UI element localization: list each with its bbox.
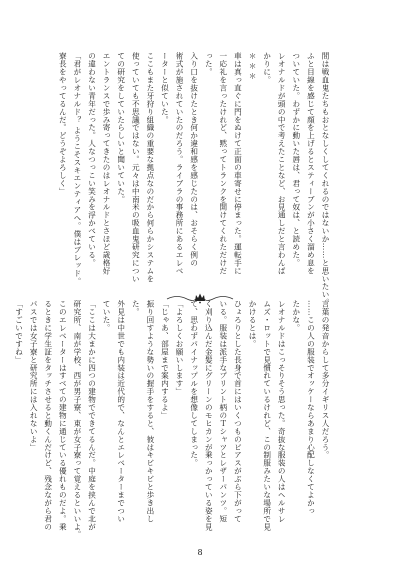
top-text-line: 術式が施されていたのだろう。ライブラの事務所にあるエレベ <box>175 52 185 275</box>
bottom-text-line: 「よろしくお願いします」 <box>175 300 185 396</box>
top-text-line: ての研究をしていたらしいと聞いていた。 <box>116 52 126 204</box>
top-text-line: 寮長をやってるんだ。どうぞよろしく」 <box>58 52 68 196</box>
top-text-line: の違わない青年だった。人なつっこい笑みを浮かべている。 <box>87 52 97 267</box>
bottom-text-column <box>14 300 332 539</box>
top-text-line: ふと目線を感じて顔を上げるとスティーブンが小さく溜め息を <box>306 52 316 275</box>
bottom-text-line: かけるとは。 <box>248 300 258 348</box>
top-text-line: 入り口を抜けたとき何か違和感を感じたのは、おそらく例の <box>189 52 199 267</box>
page-number: 8 <box>197 548 203 557</box>
top-text-line: 一応礼を言ったけれど、黙ってトランクを開けてくれただけだ <box>218 52 228 275</box>
bottom-text-line: たかな。 <box>291 300 301 332</box>
bottom-text-line: て、思わずパイナップルを想像してしまった。 <box>189 300 199 467</box>
bottom-text-line: ムズ・ロットで見慣れているけれど、この制服みたいな場所で見 <box>262 300 272 531</box>
top-text-line: ついていた。わずかに動いた唇は、君って奴は、と読めた。 <box>291 52 301 267</box>
bottom-text-line: パスでは女子寮と研究所には入れないよ」 <box>29 300 39 452</box>
top-text-line: 間は戦血鬼たちもおとなしくしてくれるのではないか……と思いたい。 <box>321 52 330 307</box>
bottom-text-line: るときに学生証をタッチさせると動くんだけど、残念ながら君の <box>43 300 53 531</box>
bottom-text-line: 「じゃあ、部屋まで案内するよ」 <box>160 300 170 420</box>
bottom-text-line: 「ここは大まかに四つの建物でできてるんだ。中庭を挟んで北が <box>87 300 97 531</box>
bottom-text-line: 言葉の発音からして多分イギリス人だろう。 <box>321 300 330 459</box>
bottom-text-line: 研究所、南が学校、西が男子寮、東が女子寮って覚えるといいよ。 <box>72 300 82 539</box>
bottom-text-line: このエレベーターはすべての建物に通じている優れものだよ。乗 <box>58 300 68 531</box>
top-text-line: 使っていても不思議ではない。元々は中南米の吸血鬼研究につい <box>131 52 141 283</box>
bottom-text-line: 外見は中世でも内装は近代的で、なんとエレベーターまでつい <box>116 300 126 523</box>
bottom-text-line: いる。服装は派手なプリント柄のＴシャツとレザーパンツ。短 <box>218 300 228 523</box>
top-text-line: かりに。 <box>262 52 272 84</box>
top-text-line: 車は真っ直ぐに門をぬけて正面の車寄せに停まった。運転手に <box>233 52 243 275</box>
bottom-text-line: 振り回すような勢いの握手をすると、彼はキビキビと歩き出し <box>145 300 155 523</box>
top-text-line: エントランスで歩み寄ってきたのはレオナルドとさほど歳格好 <box>102 52 112 275</box>
top-text-column <box>48 52 332 307</box>
top-text-line: 「君がレオナルド？ ようこそスキエンティアへ。僕はブレッド。 <box>72 52 82 286</box>
top-text-line: ここもまた牙狩り組織の重要な拠点なのだから何らかシステムを <box>145 52 155 283</box>
bottom-text-line: レオナルドはこっそりそう思った。奇抜な服装の人はヘルサレ <box>277 300 287 523</box>
bottom-text-line: ひょろりとした長身で首にはいくつものピアスがぶら下がって <box>233 300 243 523</box>
bottom-text-line: 「すごいですね」 <box>14 300 24 364</box>
bottom-text-line: た。 <box>131 300 141 316</box>
top-text-line: レオナルドが頭の中で考えたことなど、お見通しだと言わんば <box>277 52 287 275</box>
bottom-text-line: ていた。 <box>102 300 112 332</box>
top-text-line: った。 <box>204 52 214 76</box>
top-text-line: ーターと似ていた。 <box>160 52 170 124</box>
bottom-text-line: ……この人の服装でオッケーならあまり心配しなくてよかっ <box>306 300 316 515</box>
top-text-line: ＊ ＊ ＊ <box>248 52 258 80</box>
bottom-text-line: く刈り込んだ金髪にグリーンのモヒカンが乗っかっている姿を見 <box>204 300 214 531</box>
